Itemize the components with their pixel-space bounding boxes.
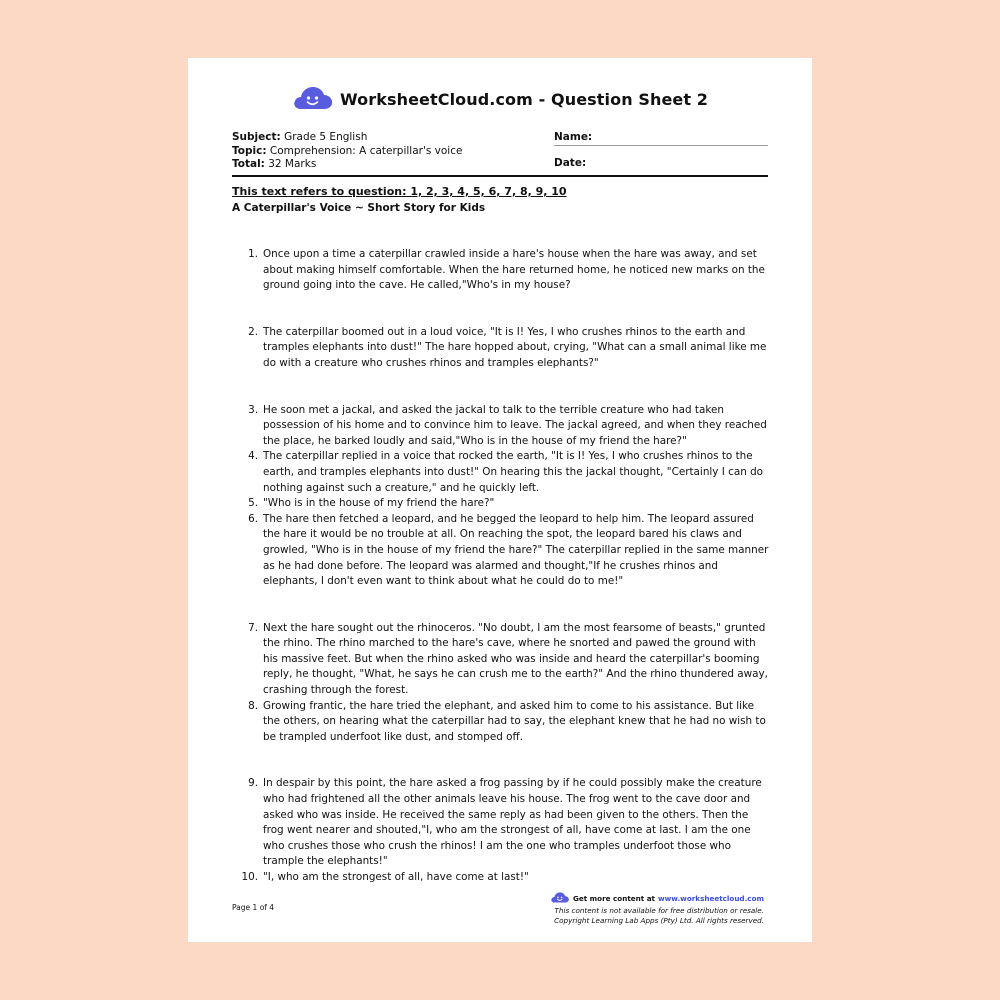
list-item: 4. The caterpillar replied in a voice that rocked the earth, "It is I! Yes, I who crushes rhinos to the earth, and tramples elephants into dust!" On hearing this the jackal thought, "Certainly I can do nothing against such a creature," and he quickly left.: [248, 450, 764, 494]
list-item: 6. The hare then fetched a leopard, and he begged the leopard to help him. The leopard assured the hare it would be no trouble at all. On reaching the spot, the leopard bared his claws and growled, "Who is in the house of my friend the hare?" The caterpillar replied in the same manner as he had done before. The leopard was alarmed and thought,"If he crushes rhinos and elephants, I don't even want to think about what he could do to me!": [248, 512, 769, 588]
subject-row: Subject: Grade 5 English: [232, 131, 368, 143]
list-item: 2. The caterpillar boomed out in a loud voice, "It is I! Yes, I who crushes rhinos to the earth and tramples elephants into dust!" The hare hopped about, crying, "What can a small animal like me do with a creature who crushes rhinos and tramples elephants?": [248, 325, 767, 369]
story-title: A Caterpillar's Voice ~ Short Story for Kids: [232, 202, 486, 214]
worksheet-page: [188, 58, 812, 942]
page-number: Page 1 of 4: [232, 903, 275, 912]
name-line: [554, 145, 768, 146]
distribution-notice: This content is not available for free distribution or resale.: [554, 906, 764, 915]
total-value: 32 Marks: [268, 158, 317, 170]
list-item: 5. "Who is in the house of my friend the hare?": [248, 497, 495, 510]
subject-value: Grade 5 English: [284, 131, 368, 143]
website-link[interactable]: www.worksheetcloud.com: [657, 893, 764, 903]
copyright-notice: Copyright Learning Lab Apps (Pty) Ltd. All rights reserved.: [554, 916, 764, 925]
list-item: 9. In despair by this point, the hare asked a frog passing by if he could possibly make the creature who had frightened all the other animals leave his house. The frog went to the cave door and asked who was inside. He received the same reply as had been given to the others. Then the frog went nearer and shouted,"I, who am the strongest of all, have come at last. I am the one who crushes those who crush the rhinos! I am the one who tramples underfoot those who trample the elephants!": [248, 777, 762, 868]
name-field[interactable]: Name:: [554, 131, 768, 157]
header-divider: [232, 175, 768, 177]
cloud-smile-icon: [292, 84, 334, 114]
meta-details: [232, 131, 532, 172]
story-paragraphs: [232, 247, 772, 886]
footer-credits: Get more content at www.worksheetcloud.com This content is not available for free distribution or resale. Copyright Learning Lab Apps (Pty) Ltd. All rights reserved.: [550, 891, 764, 926]
topic-value: Comprehension: A caterpillar's voice: [269, 144, 463, 157]
refers-to-questions: This text refers to question: 1, 2, 3, 4, 5, 6, 7, 8, 9, 10: [232, 185, 567, 198]
list-item: 3. He soon met a jackal, and asked the jackal to talk to the terrible creature who had taken possession of his home and to convince him to leave. The jackal agreed, and when they reached the place, he barked loudly and said,"Who is in the house of my friend the hare?": [248, 403, 767, 447]
list-item: 7. Next the hare sought out the rhinoceros. "No doubt, I am the most fearsome of beasts," grunted the rhino. The rhino marched to the hare's cave, where he snorted and pawed the ground with his massive feet. But when the rhino asked who was inside and heard the caterpillar's booming reply, he thought, "What, he says he can crush me to the earth?" And the rhino thundered away, crashing through the forest.: [248, 621, 768, 697]
list-item: 1. Once upon a time a caterpillar crawled inside a hare's house when the hare was away, and set about making himself comfortable. When the hare returned home, he noticed new marks on the ground going into the cave. He called,"Who's in my house?: [248, 248, 765, 292]
worksheet-header: [188, 84, 812, 114]
total-row: Total: 32 Marks: [232, 158, 317, 170]
date-field[interactable]: Date:: [554, 157, 587, 169]
list-item: 10. "I, who am the strongest of all, have come at last!": [241, 871, 529, 883]
cloud-smile-icon: [550, 891, 570, 906]
topic-row: Topic: Comprehension: A caterpillar's voice: [232, 144, 463, 157]
list-item: 8. Growing frantic, the hare tried the elephant, and asked him to come to his assistance. But like the others, on hearing what the caterpillar had to say, the elephant knew that he had no wish to be trampled underfoot like dust, and stomped off.: [248, 699, 766, 743]
page-title: WorksheetCloud.com - Question Sheet 2: [339, 89, 709, 109]
